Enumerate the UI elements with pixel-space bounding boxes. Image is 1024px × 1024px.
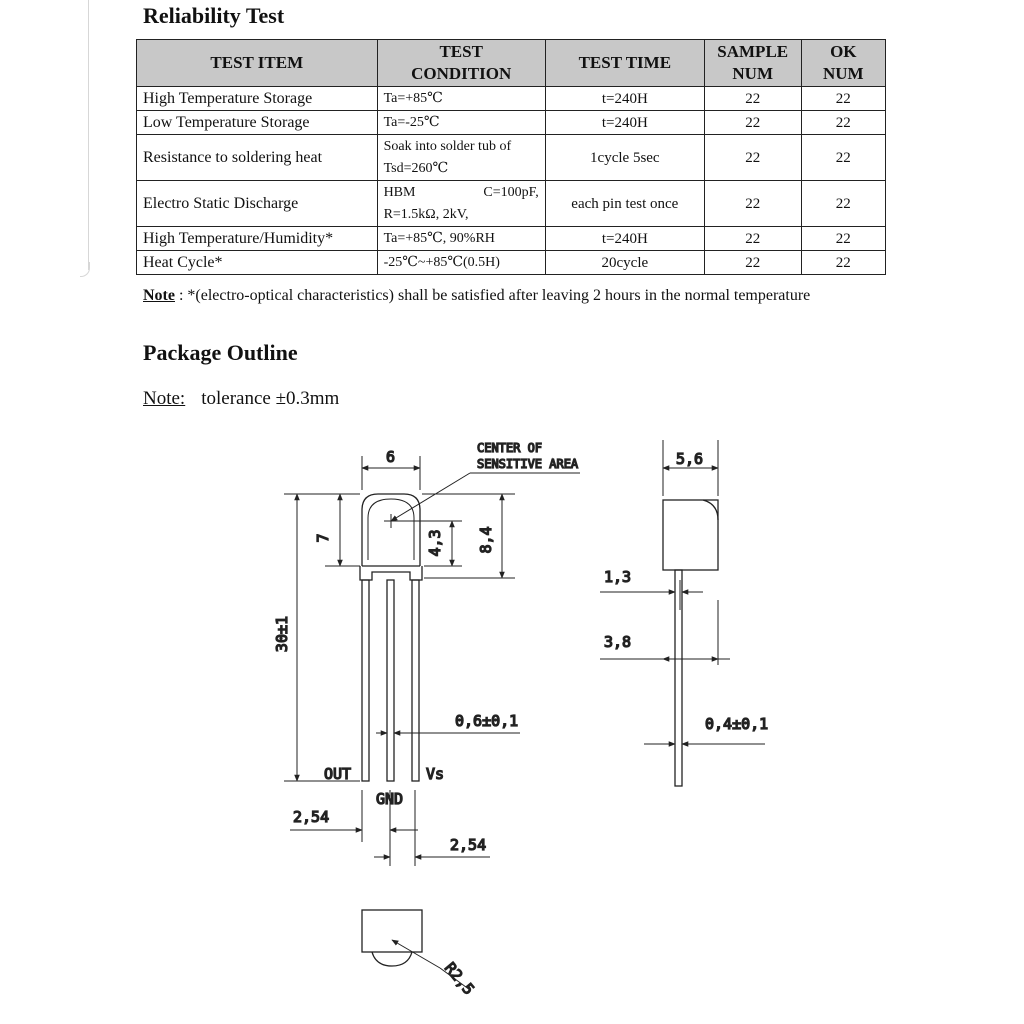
side-body — [663, 500, 718, 570]
dim-side-width: 5,6 — [676, 450, 704, 468]
side-lead — [675, 570, 682, 786]
dim-total-body: 8,4 — [477, 526, 495, 554]
cell-time: t=240H — [545, 87, 704, 111]
cell-time: t=240H — [545, 227, 704, 251]
bottom-lens — [372, 952, 412, 966]
front-view — [273, 441, 580, 866]
dim-side-1: 1,3 — [604, 568, 632, 586]
cell-time: each pin test once — [545, 181, 704, 227]
cell-sample: 22 — [704, 181, 801, 227]
cell-condition: HBM C=100pF, R=1.5kΩ, 2kV, — [377, 181, 545, 227]
tolerance-text: tolerance ±0.3mm — [201, 388, 340, 409]
cell-ok: 22 — [801, 135, 885, 181]
cell-item: High Temperature/Humidity* — [137, 227, 378, 251]
side-view — [600, 440, 768, 786]
cell-ok: 22 — [801, 87, 885, 111]
dim-body-height: 7 — [314, 533, 332, 543]
dim-lead-side: 0,4±0,1 — [705, 715, 769, 733]
header-test-condition: TEST CONDITION — [377, 40, 545, 87]
header-sample-num: SAMPLE NUM — [704, 40, 801, 87]
tolerance-label: Note: — [143, 388, 186, 409]
dim-radius: R2,5 — [440, 959, 478, 999]
note-label: Note — [143, 287, 175, 304]
cell-time: 1cycle 5sec — [545, 135, 704, 181]
cell-item: High Temperature Storage — [137, 87, 378, 111]
cell-item: Low Temperature Storage — [137, 111, 378, 135]
package-outline-title: Package Outline — [143, 340, 298, 365]
cell-time: t=240H — [545, 111, 704, 135]
cell-sample: 22 — [704, 111, 801, 135]
cell-condition: -25℃~+85℃(0.5H) — [377, 251, 545, 275]
cell-sample: 22 — [704, 251, 801, 275]
cell-item: Resistance to soldering heat — [137, 135, 378, 181]
cell-time: 20cycle — [545, 251, 704, 275]
center-label-line2: SENSITIVE AREA — [477, 457, 579, 471]
cell-sample: 22 — [704, 87, 801, 111]
dim-pitch-left: 2,54 — [293, 808, 330, 826]
pin-vs-label: Vs — [426, 765, 445, 783]
dim-total-length: 30±1 — [273, 615, 291, 653]
front-lens-arc — [368, 499, 414, 560]
header-test-item: TEST ITEM — [137, 40, 378, 87]
cell-ok: 22 — [801, 181, 885, 227]
dim-center-height: 4,3 — [426, 529, 444, 557]
cell-condition: Ta=+85℃ — [377, 87, 545, 111]
front-leads — [362, 580, 419, 781]
header-ok-num: OK NUM — [801, 40, 885, 87]
dim-side-2: 3,8 — [604, 633, 632, 651]
header-test-time: TEST TIME — [545, 40, 704, 87]
cell-ok: 22 — [801, 111, 885, 135]
front-flange — [360, 566, 422, 580]
pin-gnd-label: GND — [376, 790, 404, 808]
cell-item: Heat Cycle* — [137, 251, 378, 275]
dim-lead-front: 0,6±0,1 — [455, 712, 519, 730]
dim-pitch-right: 2,54 — [450, 836, 487, 854]
bottom-body — [362, 910, 422, 952]
cell-item: Electro Static Discharge — [137, 181, 378, 227]
side-lens — [703, 500, 718, 520]
cell-condition: Ta=+85℃, 90%RH — [377, 227, 545, 251]
center-label-line1: CENTER OF — [477, 441, 543, 455]
note-text: : *(electro-optical characteristics) shall be satisfied after leaving 2 hours in the normal temperature — [174, 287, 811, 304]
cell-ok: 22 — [801, 227, 885, 251]
cell-condition: Ta=-25℃ — [377, 111, 545, 135]
dim-front-width: 6 — [386, 448, 396, 466]
cell-ok: 22 — [801, 251, 885, 275]
cell-sample: 22 — [704, 227, 801, 251]
cell-condition: Soak into solder tub of Tsd=260℃ — [377, 135, 545, 181]
cell-sample: 22 — [704, 135, 801, 181]
reliability-test-title: Reliability Test — [143, 3, 285, 28]
front-body — [362, 494, 420, 566]
pin-out-label: OUT — [324, 765, 352, 783]
bottom-view — [362, 910, 478, 998]
